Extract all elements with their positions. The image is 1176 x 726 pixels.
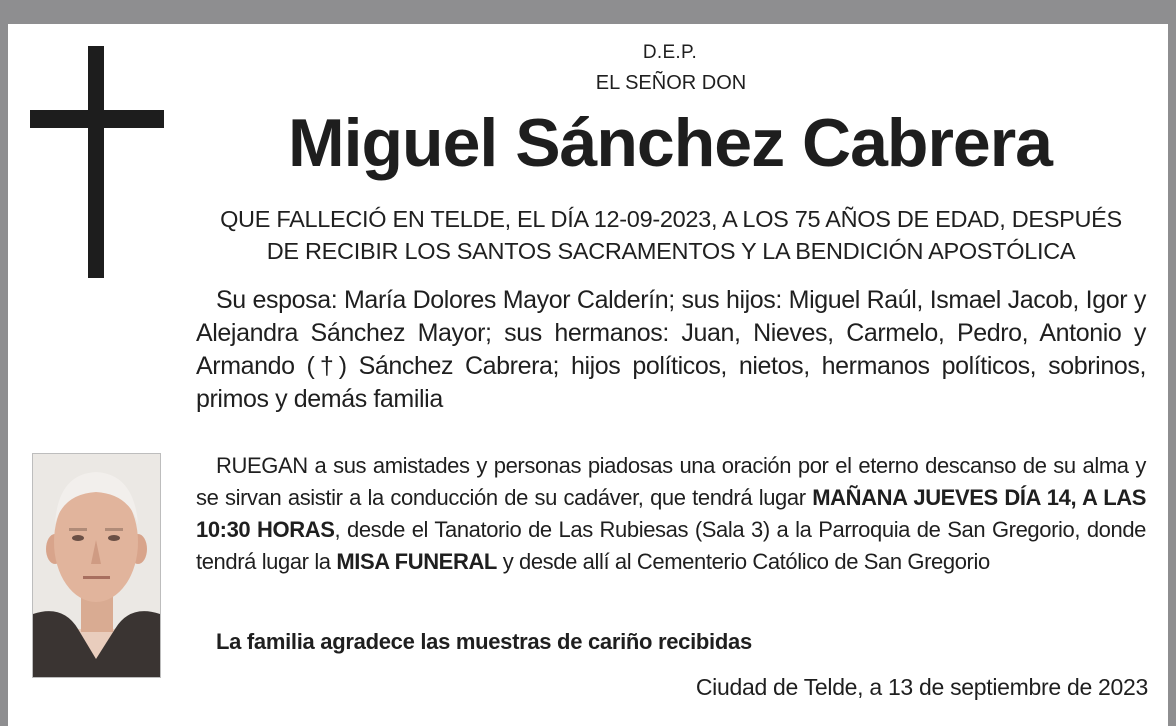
request-paragraph <box>196 450 1146 578</box>
family-paragraph: Su esposa: María Dolores Mayor Calderín; sus hijos: Miguel Raúl, Ismael Jacob, Igor y Alejandra Sánchez Mayor; sus hermanos: Juan, Nieves, Carmelo, Pedro, Antonio y Armando (†) Sánchez Cabrera; hijos políticos, nietos, hermanos políticos, sobrinos, primos y demás familia <box>196 286 1146 413</box>
request-text: RUEGAN a sus amistades y personas piadosas una oración por el eterno descanso de su alma y se sirvan asistir a la conducción de su cadáver, que tendrá lugar <box>196 453 1146 510</box>
death-statement-line: DE RECIBIR LOS SANTOS SACRAMENTOS Y LA BENDICIÓN APOSTÓLICA <box>266 238 1076 264</box>
ceremony-time: MAÑANA JUEVES DÍA 14, A LAS 10:30 HORAS <box>196 485 1146 542</box>
cross-icon-bar <box>30 110 164 128</box>
dateline: Ciudad de Telde, a 13 de septiembre de 2023 <box>695 674 1148 700</box>
portrait-photo-image <box>33 454 160 677</box>
funeral-mass: MISA FUNERAL <box>336 549 497 574</box>
family-thanks: La familia agradece las muestras de cariño recibidas <box>216 629 752 654</box>
deceased-name: Miguel Sánchez Cabrera <box>287 105 1053 181</box>
death-statement-line: QUE FALLECIÓ EN TELDE, EL DÍA 12-09-2023, A LOS 75 AÑOS DE EDAD, DESPUÉS <box>220 206 1122 232</box>
request-text: y desde allí al Cementerio Católico de San Gregorio <box>496 549 990 574</box>
dep-heading: D.E.P. <box>642 42 698 63</box>
portrait-photo <box>32 453 161 678</box>
death-statement <box>196 203 1146 267</box>
request-text: , desde el Tanatorio de Las Rubiesas (Sala 3) a la Parroquia de San Gregorio, donde tendrá lugar la <box>196 517 1147 574</box>
title-prefix: EL SEÑOR DON <box>595 72 747 94</box>
cross-icon <box>88 46 104 278</box>
